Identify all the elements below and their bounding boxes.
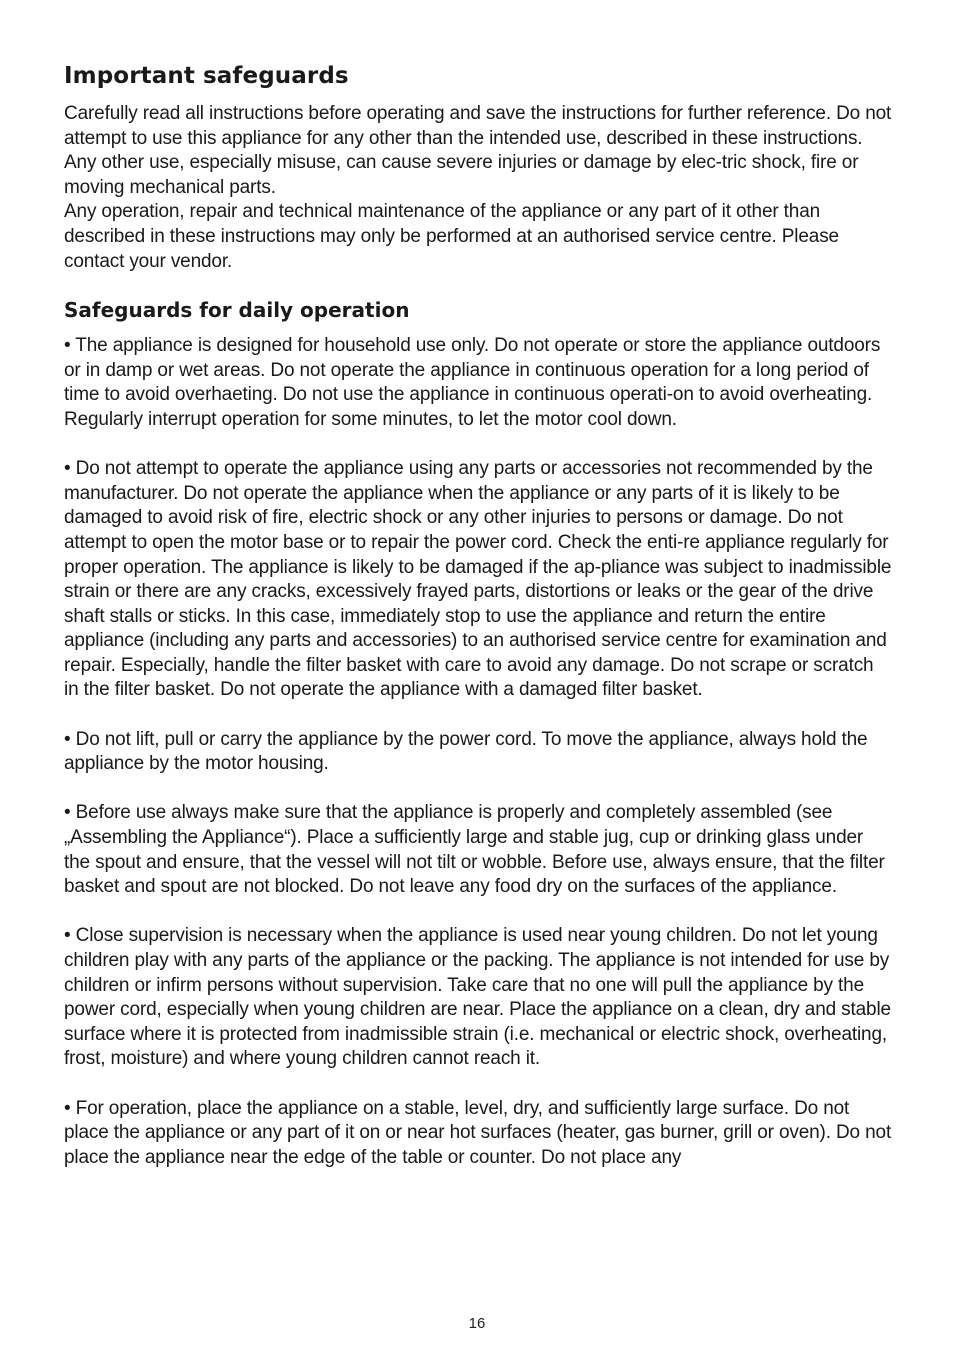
safeguard-item: • Close supervision is necessary when the appliance is used near young children. Do not let young children play with any parts of the appliance or the packing. The appliance is not intended for use by children or infirm persons without supervision. Take care that no one will pull the appliance by the power cord, especially when young children are near. Place the appliance on a clean, dry and stable surface where it is protected from inadmissible strain (i.e. mechanical or electric shock, overheating, frost, moisture) and where young children cannot reach it.	[64, 925, 891, 1070]
safeguard-item: • The appliance is designed for household use only. Do not operate or store the appliance outdoors or in damp or wet areas. Do not operate the appliance in continuous operation for a long period of time to avoid overhaeting. Do not use the appliance in continuous operati-on to avoid overheating. Regularly interrupt operation for some minutes, to let the motor cool down.	[64, 335, 881, 430]
safeguard-item: • Before use always make sure that the appliance is properly and completely assembled (see „Assembling the Appliance“). Place a sufficiently large and stable jug, cup or drinking glass under the spout and ensure, that the vessel will not tilt or wobble. Before use, always ensure, that the filter basket and spout are not blocked. Do not leave any food dry on the surfaces of the appliance.	[64, 802, 885, 898]
page-number: 16	[468, 1315, 486, 1332]
document-page	[64, 60, 892, 1170]
safeguard-item: • For operation, place the appliance on a stable, level, dry, and sufficiently large surface. Do not place the appliance or any part of it on or near hot surfaces (heater, gas burner, grill or oven). Do not place the appliance near the edge of the table or counter. Do not place any	[64, 1097, 892, 1168]
safeguard-item: • Do not lift, pull or carry the appliance by the power cord. To move the appliance, always hold the appliance by the motor housing.	[64, 728, 868, 775]
subsection-heading: Safeguards for daily operation	[64, 298, 410, 323]
intro-block	[64, 102, 892, 274]
intro-paragraph: Any operation, repair and technical maintenance of the appliance or any part of it other than described in these instructions may only be performed at an authorised service centre. Please contact your vendor.	[64, 201, 839, 272]
safeguard-list	[64, 334, 892, 1170]
safeguard-item: • Do not attempt to operate the appliance using any parts or accessories not recommended by the manufacturer. Do not operate the appliance when the appliance or any parts of it is likely to be damaged to avoid risk of fire, electric shock or any other injuries to persons or damage. Do not attempt to open the motor base or to repair the power cord. Check the enti-re appliance regularly for proper operation. The appliance is likely to be damaged if the ap-pliance was subject to inadmissible strain or there are any cracks, excessively frayed parts, distortions or leaks or the gear of the drive shaft stalls or sticks. In this case, immediately stop to use the appliance and return the entire appliance (including any parts and accessories) to an authorised service centre for examination and repair. Especially, handle the filter basket with care to avoid any damage. Do not scrape or scratch in the filter basket. Do not operate the appliance with a damaged filter basket.	[64, 458, 892, 701]
intro-paragraph: Carefully read all instructions before operating and save the instructions for further reference. Do not attempt to use this appliance for any other than the intended use, described in these instructions. Any other use, especially misuse, can cause severe injuries or damage by elec-tric shock, fire or moving mechanical parts.	[64, 103, 892, 198]
section-heading: Important safeguards	[64, 63, 349, 89]
